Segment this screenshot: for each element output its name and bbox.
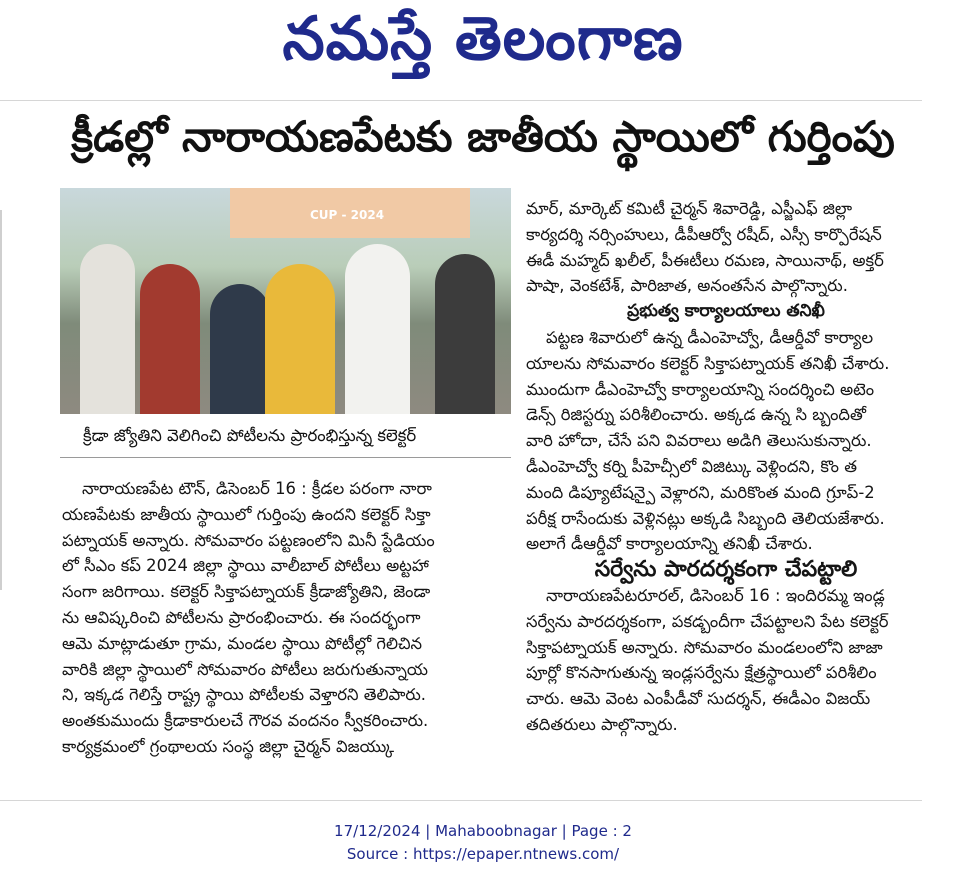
footer-source-link[interactable]: Source : https://epaper.ntnews.com/ <box>346 845 620 863</box>
article-line: మార్, మార్కెట్ కమిటీ చైర్మన్ శివారెడ్డి, ఎస్జీఎఫ్ జిల్లా <box>526 199 853 218</box>
article-line: పరీక్ష రాసేందుకు వెళ్లినట్లు అక్కడి సిబ్బంది తెలియజేశారు. <box>526 508 885 528</box>
photo-caption: క్రీడా జ్యోతిని వెలిగించి పోటీలను ప్రారంభిస్తున్న కలెక్టర్ <box>83 426 417 445</box>
article-line: నారాయణపేటరూరల్, డిసెంబర్ 16 : ఇందిరమ్మ ఇండ్ల <box>546 585 885 605</box>
left-article-column <box>62 476 512 760</box>
article-line: ముందుగా డీఎంహెచ్వో కార్యాలయాన్ని సందర్శించి అటెం <box>526 379 875 399</box>
photo-figure <box>140 264 200 414</box>
article-line: సంగా జరిగాయి. కలెక్టర్ సిక్తాపట్నాయక్ క్రీడాజ్యోతిని, జెండా <box>62 582 431 602</box>
photo-figure <box>210 284 270 414</box>
masthead-logo: నమస్తే తెలంగాణ <box>282 4 684 74</box>
top-divider <box>0 100 922 101</box>
article-line: పట్నాయక్ అన్నారు. సోమవారం పట్టణంలోని మినీ స్టేడియం <box>62 530 435 550</box>
bottom-divider <box>0 800 922 801</box>
left-edge-rule <box>0 210 2 590</box>
article-line: యణపేటకు జాతీయ స్థాయిలో గుర్తింపు ఉందని కలెక్టర్ సిక్తా <box>62 504 431 524</box>
article-line: వారికి జిల్లా స్థాయిలో సోమవారం పోటీలు జరుగుతున్నాయ <box>62 659 428 679</box>
article-line: పాషా, వెంకటేశ్, పారిజాత, అనంతసేన పాల్గొన్నారు. <box>526 276 848 296</box>
article-line: అలాగే డీఆర్డీవో కార్యాలయాన్ని తనిఖీ చేశారు. <box>526 534 813 554</box>
article-line: నారాయణపేట టౌన్, డిసెంబర్ 16 : క్రీడల పరంగా నారా <box>82 479 432 498</box>
article-line: ను ఆవిష్కరించి పోటీలను ప్రారంభించారు. ఈ సందర్భంగా <box>62 607 421 627</box>
article-line: వారి హోదా, చేసే పని వివరాలు అడిగి తెలుసుకున్నారు. <box>526 431 872 451</box>
page-footer <box>0 820 966 866</box>
photo-figure <box>265 264 335 414</box>
article-line: లో సీఎం కప్ 2024 జిల్లా స్థాయి వాలీబాల్ పోటీలు అట్టహా <box>62 556 429 576</box>
right-article-column <box>526 196 926 738</box>
article-line: డెన్స్ రిజిస్టర్ను పరిశీలించారు. అక్కడ ఉన్న సి బ్బందితో <box>526 405 867 425</box>
article-line: కార్యక్రమంలో గ్రంథాలయ సంస్థ జిల్లా చైర్మన్ విజయ్కు <box>62 736 395 756</box>
masthead <box>0 0 966 90</box>
article-line: పూర్లో కొనసాగుతున్న ఇండ్లసర్వేను క్షేత్రస్థాయిలో పరిశీలిం <box>526 663 877 683</box>
photo-figure <box>80 244 135 414</box>
article-line: సిక్తాపట్నాయక్ అన్నారు. సోమవారం మండలంలోని జాజా <box>526 637 883 657</box>
article-line: ఆమె మాట్లాడుతూ గ్రామ, మండల స్థాయి పోటీల్లో గెలిచిన <box>62 633 423 653</box>
article-photo <box>60 188 511 414</box>
footer-date-edition: 17/12/2024 | Mahaboobnagar | Page : 2 <box>334 822 632 840</box>
article-line: మంది డిప్యూటేషన్పై వెళ్లారని, మరికొంత మంది గ్రూప్-2 <box>526 482 875 502</box>
article-line: పట్టణ శివారులో ఉన్న డీఎంహెచ్వో, డీఆర్డీవో కార్యాల <box>546 327 874 347</box>
article-headline: క్రీడల్లో నారాయణపేటకు జాతీయ స్థాయిలో గుర్తింపు <box>71 112 895 161</box>
photo-figure <box>345 244 410 414</box>
section-subheading: ప్రభుత్వ కార్యాలయాలు తనిఖీ <box>627 301 825 322</box>
photo-banner-text: CUP - 2024 <box>310 208 385 222</box>
section-subheading: సర్వేను పారదర్శకంగా చేపట్టాలి <box>594 557 858 583</box>
article-line: యాలను సోమవారం కలెక్టర్ సిక్తాపట్నాయక్ తనిఖీ చేశారు. <box>526 353 890 373</box>
article-line: అంతకుముందు క్రీడాకారులచే గౌరవ వందనం స్వీకరించారు. <box>62 711 429 731</box>
article-line: తదితరులు పాల్గొన్నారు. <box>526 714 678 734</box>
article-line: చారు. ఆమె వెంట ఎంపీడీవో సుదర్శన్, ఈడీఎం విజయ్ <box>526 689 871 709</box>
article-line: ని, ఇక్కడ గెలిస్తే రాష్ట్ర స్థాయి పోటీలకు వెళ్తారని తెలిపారు. <box>62 685 426 705</box>
article-line: సర్వేను పారదర్శకంగా, పకడ్బందీగా చేపట్టాలని పేట కలెక్టర్ <box>526 611 889 631</box>
article-line: డీఎంహెచ్వో కర్ని పీహెచ్సీలో విజిట్కు వెళ్లిందని, కొం త <box>526 456 857 476</box>
caption-divider <box>60 457 511 458</box>
article-line: కార్యదర్శి నర్సింహులు, డీపీఆర్వో రషీద్, ఎస్సీ కార్పొరేషన్ <box>526 224 882 244</box>
article-line: ఈడీ మహ్మద్ ఖలీల్, పీఈటీలు రమణ, సాయినాథ్, అక్తర్ <box>526 250 884 270</box>
photo-figure <box>435 254 495 414</box>
